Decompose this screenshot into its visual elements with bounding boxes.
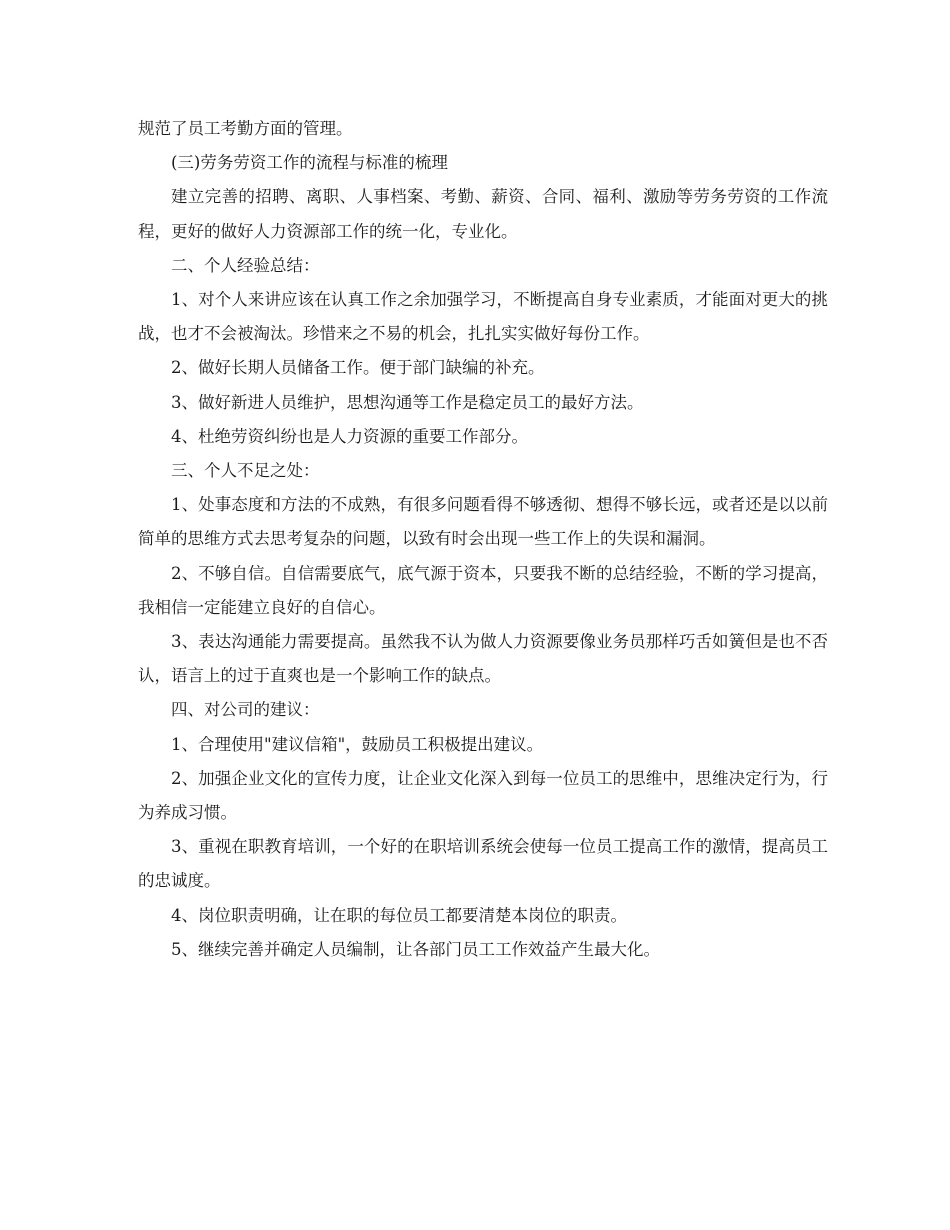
- list-item: 4、岗位职责明确，让在职的每位员工都要清楚本岗位的职责。: [171, 905, 627, 925]
- list-item: 2、做好长期人员储备工作。便于部门缺编的补充。: [171, 358, 545, 378]
- list-item: 3、做好新进人员维护，思想沟通等工作是稳定员工的最好方法。: [171, 392, 644, 412]
- paragraph: 规范了员工考勤方面的管理。: [138, 119, 353, 138]
- list-item: 1、处事态度和方法的不成熟，有很多问题看得不够透彻、想得不够长远，或者还是以以前简单的思维方式去思考复杂的问题，以致有时会出现一些工作上的失误和漏洞。: [138, 495, 828, 549]
- list-item: 1、合理使用"建议信箱"，鼓励员工积极提出建议。: [171, 734, 544, 754]
- section-heading: (三)劳务劳资工作的流程与标准的梳理: [171, 153, 448, 173]
- section-heading: 二、个人经验总结：: [171, 255, 320, 275]
- paragraph: 建立完善的招聘、离职、人事档案、考勤、薪资、合同、福利、激励等劳务劳资的工作流程，更好的做好人力资源部工作的统一化，专业化。: [138, 187, 828, 241]
- list-item: 4、杜绝劳资纠纷也是人力资源的重要工作部分。: [171, 426, 528, 446]
- document-page: [138, 112, 828, 967]
- list-item: 3、重视在职教育培训，一个好的在职培训系统会使每一位员工提高工作的激情，提高员工的忠诚度。: [138, 837, 828, 891]
- list-item: 5、继续完善并确定人员编制，让各部门员工工作效益产生最大化。: [171, 939, 660, 959]
- section-heading: 三、个人不足之处：: [171, 461, 320, 481]
- section-heading: 四、对公司的建议：: [171, 700, 320, 720]
- list-item: 1、对个人来讲应该在认真工作之余加强学习，不断提高自身专业素质，才能面对更大的挑战，也才不会被淘汰。珍惜来之不易的机会，扎扎实实做好每份工作。: [138, 290, 828, 344]
- list-item: 2、不够自信。自信需要底气，底气源于资本，只要我不断的总结经验，不断的学习提高，我相信一定能建立良好的自信心。: [138, 563, 828, 617]
- list-item: 2、加强企业文化的宣传力度，让企业文化深入到每一位员工的思维中，思维决定行为，行为养成习惯。: [138, 768, 828, 823]
- list-item: 3、表达沟通能力需要提高。虽然我不认为做人力资源要像业务员那样巧舌如簧但是也不否认，语言上的过于直爽也是一个影响工作的缺点。: [138, 632, 828, 686]
